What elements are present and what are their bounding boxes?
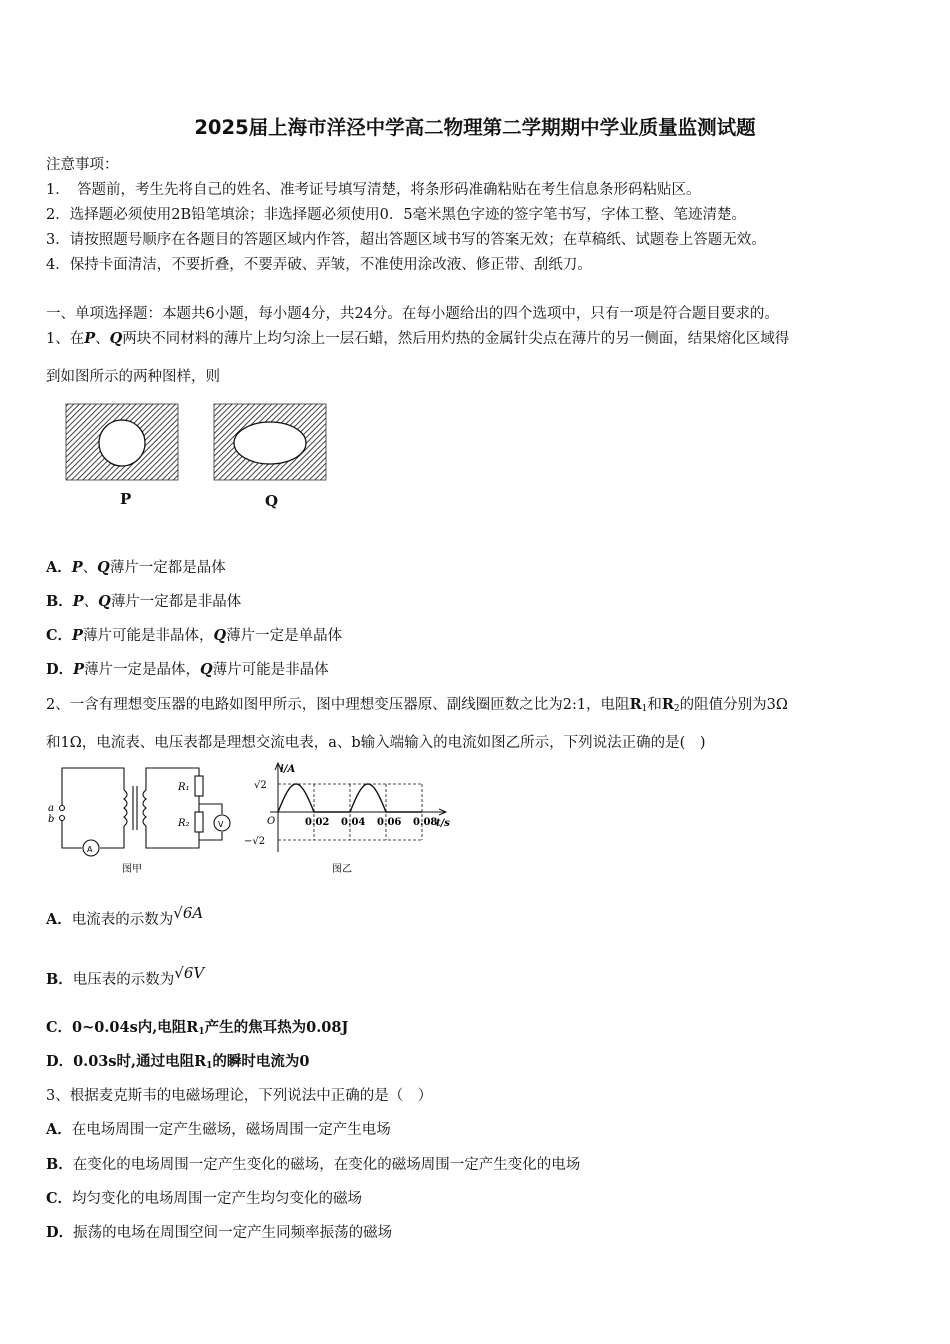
terminal-b	[60, 816, 65, 821]
label-b: b	[48, 814, 55, 825]
resistor-r1	[195, 776, 203, 796]
circuit-diagram	[44, 760, 244, 880]
label-q: Q	[265, 492, 279, 510]
y-tick-label: √2	[254, 779, 267, 791]
fig-jia-caption: 图甲	[122, 864, 142, 875]
x-tick-label: 0.08	[413, 817, 438, 828]
notice-item-2: 2．选择题必须使用2B铅笔填涂；非选择题必须使用0．5毫米黑色字迹的签字笔书写，字体工整、笔迹清楚。	[46, 207, 747, 223]
q3-option-b[interactable]: B．在变化的电场周围一定产生变化的磁场，在变化的磁场周围一定产生变化的电场	[46, 1156, 581, 1173]
terminal-a	[60, 806, 65, 811]
y-axis-label: i/A	[280, 764, 296, 775]
q3-option-d[interactable]: D．振荡的电场在周围空间一定产生同频率振荡的磁场	[46, 1224, 393, 1241]
q2-option-b[interactable]: B．电压表的示数为√6V	[46, 964, 205, 988]
x-tick-label: 0.06	[377, 817, 402, 828]
q2-stem-cont: 和1Ω，电流表、电压表都是理想交流电表，a、b输入端输入的电流如图乙所示，下列说法正确的是( )	[46, 735, 706, 751]
notice-item-1: 1． 答题前，考生先将自己的姓名、准考证号填写清楚，将条形码准确粘贴在考生信息条形码粘贴区。	[46, 182, 701, 198]
q1-stem: 1、在P、Q两块不同材料的薄片上均匀涂上一层石蜡，然后用灼热的金属针尖点在薄片的另一侧面，结果熔化区域得	[46, 330, 790, 347]
notice-item-3: 3．请按照题号顺序在各题目的答题区域内作答，超出答题区域书写的答案无效；在草稿纸、试题卷上答题无效。	[46, 232, 766, 248]
q3-option-c[interactable]: C．均匀变化的电场周围一定产生均匀变化的磁场	[46, 1190, 363, 1207]
label-r1: R₁	[178, 782, 190, 793]
q1-figure	[64, 402, 334, 484]
plate-q	[214, 404, 326, 480]
voltmeter-label: V	[218, 820, 224, 829]
sqrt6-volt: √6V	[174, 964, 205, 982]
q1-option-b[interactable]: B．P、Q薄片一定都是非晶体	[46, 593, 242, 610]
q2-option-a[interactable]: A．电流表的示数为√6A	[46, 904, 204, 928]
section-heading: 一、单项选择题：本题共6小题，每小题4分，共24分。在每小题给出的四个选项中，只有一项是符合题目要求的。	[46, 306, 779, 322]
q1-option-c[interactable]: C．P薄片可能是非晶体，Q薄片一定是单晶体	[46, 627, 343, 644]
q2-option-d[interactable]: D．0.03s时,通过电阻$R_1$的瞬时电流为0	[46, 1053, 310, 1071]
plate-p	[66, 404, 178, 480]
label-r2: R₂	[178, 818, 190, 829]
q1-option-a[interactable]: A．P、Q薄片一定都是晶体	[46, 559, 226, 576]
label-a: a	[48, 803, 54, 814]
melt-ellipse	[234, 422, 306, 464]
q2-option-c[interactable]: C．0~0.04s内,电阻$R_1$产生的焦耳热为0.08J	[46, 1019, 349, 1037]
page-title: 2025届上海市洋泾中学高二物理第二学期期中学业质量监测试题	[194, 116, 756, 139]
fig-yi-caption: 图乙	[332, 864, 352, 875]
melt-circle	[99, 420, 145, 466]
q3-option-a[interactable]: A．在电场周围一定产生磁场，磁场周围一定产生电场	[46, 1121, 391, 1138]
ammeter-label: A	[87, 845, 93, 854]
x-axis-label: t/s	[436, 818, 450, 829]
x-tick-label: 0.02	[305, 817, 330, 828]
secondary-coil	[143, 790, 146, 826]
notice-heading: 注意事项：	[46, 157, 119, 173]
q1-option-d[interactable]: D．P薄片一定是晶体，Q薄片可能是非晶体	[46, 661, 329, 678]
current-chart	[240, 760, 460, 880]
origin-label: O	[267, 816, 276, 827]
q2-stem: 2、一含有理想变压器的电路如图甲所示，图中理想变压器原、副线圈匝数之比为2:1，电阻$R_1$和$R_2$的阻值分别为3Ω	[46, 696, 788, 714]
current-waveform	[278, 784, 422, 812]
q3-stem: 3、根据麦克斯韦的电磁场理论，下列说法中正确的是（ ）	[46, 1088, 433, 1104]
resistor-r2	[195, 812, 203, 832]
label-p: P	[120, 490, 132, 508]
primary-coil	[124, 790, 127, 826]
x-tick-label: 0.04	[341, 817, 366, 828]
y-tick-label: −√2	[244, 836, 266, 848]
notice-item-4: 4．保持卡面清洁，不要折叠，不要弄破、弄皱，不准使用涂改液、修正带、刮纸刀。	[46, 257, 592, 273]
q1-stem-cont: 到如图所示的两种图样，则	[46, 369, 220, 385]
sqrt6-ampere: √6A	[173, 904, 204, 922]
